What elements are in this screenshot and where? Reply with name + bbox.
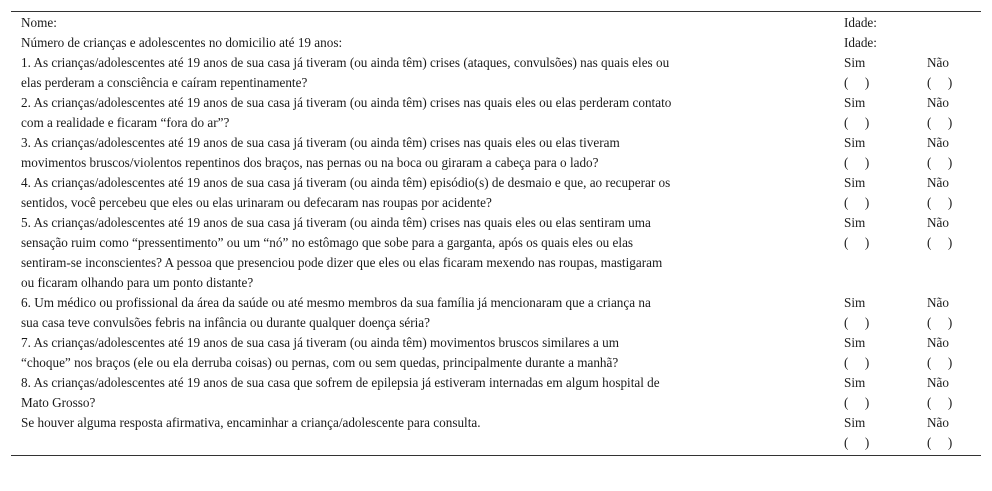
nao-checkbox[interactable]: ( ) [927,435,953,450]
question-line: 5. As crianças/adolescentes até 19 anos de sua casa já tiveram (ou ainda têm) crises nas quais eles ou elas sentiram uma [21,215,651,230]
sim-label: Sim [844,295,866,310]
screening-table [11,12,981,455]
nao-label: Não [927,295,949,310]
sim-checkbox[interactable]: ( ) [844,155,870,170]
sim-option[interactable] [844,93,927,133]
nao-checkbox[interactable]: ( ) [927,155,953,170]
nao-checkbox[interactable]: ( ) [927,195,953,210]
nao-option[interactable] [927,213,981,293]
nao-label: Não [927,215,949,230]
question-line: 7. As crianças/adolescentes até 19 anos de sua casa já tiveram (ou ainda têm) movimentos bruscos similares a um [21,335,620,350]
question-text [11,293,844,333]
question-row [11,413,981,455]
sim-checkbox[interactable]: ( ) [844,355,870,370]
sim-label: Sim [844,375,866,390]
nao-option[interactable] [927,373,981,413]
question-row [11,373,981,413]
nao-label: Não [927,335,949,350]
sim-checkbox[interactable]: ( ) [844,235,870,250]
nao-option[interactable] [927,93,981,133]
question-line: movimentos bruscos/violentos repentinos dos braços, nas pernas ou na boca ou giraram a cabeça para o lado? [21,155,599,170]
question-text [11,53,844,93]
question-text [11,93,844,133]
question-text [11,213,844,293]
nao-option[interactable] [927,53,981,93]
sim-option[interactable] [844,413,927,455]
sim-label: Sim [844,95,866,110]
question-line: elas perderam a consciência e caíram repentinamente? [21,75,308,90]
nao-label: Não [927,95,949,110]
nao-checkbox[interactable]: ( ) [927,315,953,330]
sim-checkbox[interactable]: ( ) [844,75,870,90]
sim-checkbox[interactable]: ( ) [844,395,870,410]
sim-option[interactable] [844,333,927,373]
nao-label: Não [927,415,949,430]
age-label: Idade: [844,35,877,50]
nao-checkbox[interactable]: ( ) [927,115,953,130]
sim-label: Sim [844,415,866,430]
nao-option[interactable] [927,173,981,213]
sim-option[interactable] [844,173,927,213]
question-text [11,373,844,413]
question-line: Se houver alguma resposta afirmativa, encaminhar a criança/adolescente para consulta. [21,415,481,430]
question-line: sentiram-se inconscientes? A pessoa que presenciou pode dizer que eles ou elas ficaram mexendo nas roupas, mastigaram [21,255,663,270]
sim-label: Sim [844,135,866,150]
nao-checkbox[interactable]: ( ) [927,355,953,370]
question-text [11,333,844,373]
question-line: Mato Grosso? [21,395,96,410]
sim-option[interactable] [844,133,927,173]
question-line: com a realidade e ficaram “fora do ar”? [21,115,230,130]
question-line: sua casa teve convulsões febris na infância ou durante qualquer doença séria? [21,315,430,330]
question-line: sensação ruim como “pressentimento” ou um “nó” no estômago que sobe para a garganta, após os quais eles ou elas [21,235,634,250]
nao-label: Não [927,55,949,70]
name-row [11,12,981,33]
sim-option[interactable] [844,373,927,413]
household-count-label: Número de crianças e adolescentes no domicilio até 19 anos: [21,35,343,50]
nao-option[interactable] [927,333,981,373]
sim-label: Sim [844,335,866,350]
nao-option[interactable] [927,293,981,333]
nao-checkbox[interactable]: ( ) [927,75,953,90]
question-row [11,293,981,333]
sim-checkbox[interactable]: ( ) [844,115,870,130]
question-line: ou ficaram olhando para um ponto distante? [21,275,254,290]
age-label: Idade: [844,15,877,30]
screening-table-body [11,12,981,455]
name-label: Nome: [21,15,57,30]
sim-checkbox[interactable]: ( ) [844,315,870,330]
nao-checkbox[interactable]: ( ) [927,235,953,250]
nao-label: Não [927,135,949,150]
question-line: sentidos, você percebeu que eles ou elas urinaram ou defecaram nas roupas por acidente? [21,195,492,210]
question-row [11,93,981,133]
question-text [11,173,844,213]
question-line: 8. As crianças/adolescentes até 19 anos de sua casa que sofrem de epilepsia já estiveram internadas em algum hospital de [21,375,660,390]
nao-option[interactable] [927,133,981,173]
question-line: 6. Um médico ou profissional da área da saúde ou até mesmo membros da sua família já mencionaram que a criança na [21,295,651,310]
sim-checkbox[interactable]: ( ) [844,195,870,210]
question-row [11,173,981,213]
sim-checkbox[interactable]: ( ) [844,435,870,450]
question-line: “choque” nos braços (ele ou ela derruba coisas) ou pernas, com ou sem quedas, principalmente durante a manhã? [21,355,619,370]
question-line: 4. As crianças/adolescentes até 19 anos de sua casa já tiveram (ou ainda têm) episódio(s) de desmaio e que, ao recuperar os [21,175,671,190]
sim-label: Sim [844,175,866,190]
question-line: 1. As crianças/adolescentes até 19 anos de sua casa já tiveram (ou ainda têm) crises (ataques, convulsões) nas quais eles ou [21,55,670,70]
sim-label: Sim [844,215,866,230]
sim-label: Sim [844,55,866,70]
sim-option[interactable] [844,293,927,333]
question-text [11,413,844,455]
nao-checkbox[interactable]: ( ) [927,395,953,410]
nao-label: Não [927,375,949,390]
question-line: 2. As crianças/adolescentes até 19 anos de sua casa já tiveram (ou ainda têm) crises nas quais eles ou elas perderam contato [21,95,672,110]
sim-option[interactable] [844,213,927,293]
nao-option[interactable] [927,413,981,455]
question-text [11,133,844,173]
question-row [11,53,981,93]
question-line: 3. As crianças/adolescentes até 19 anos de sua casa já tiveram (ou ainda têm) crises nas quais eles ou elas tiveram [21,135,620,150]
screening-form [11,11,981,456]
household-count-row [11,33,981,53]
sim-option[interactable] [844,53,927,93]
question-row [11,133,981,173]
question-row [11,333,981,373]
nao-label: Não [927,175,949,190]
question-row [11,213,981,293]
